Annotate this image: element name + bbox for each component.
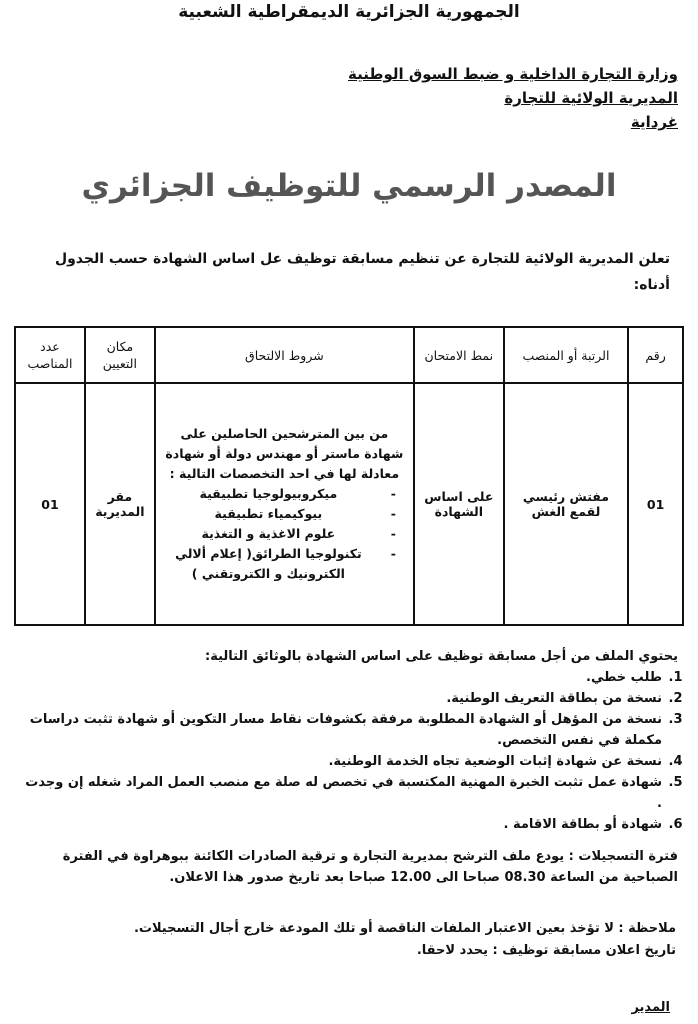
director-signature: المدير [631,1000,670,1015]
specialty-item: - تكنولوجيا الطرائق( إعلام ألالي الكترونيك و الكتروتقني ) [159,544,396,584]
wilaya-name: غرداية [630,113,678,131]
table-header-row [15,327,683,383]
header-conditions: شروط الالتحاق [155,327,414,383]
note-text: ملاحظة : لا تؤخذ بعين الاعتبار الملفات الناقصة أو تلك المودعة خارج أجال التسجيلات. [133,921,676,936]
cell-location: مقر المديرية [85,383,155,625]
document-item: 3. نسخة من المؤهل أو الشهادة المطلوبة مرفقة بكشوفات نقاط مسار التكوين أو شهادة تثبت دراسات مكملة في نفس التخصص. [18,709,664,751]
document-item: 1. طلب خطي. [18,667,664,688]
cell-count: 01 [15,383,85,625]
documents-intro: يحتوي الملف من أجل مسابقة توظيف على اساس الشهادة بالوثائق التالية: [205,649,678,664]
document-item: 5. شهادة عمل تثبت الخبرة المهنية المكتسبة في تخصص له صلة مع منصب العمل المراد شغله إن وجدت . [18,772,664,814]
header-location: مكان التعيين [85,327,155,383]
header-count: عدد المناصب [15,327,85,383]
documents-list [18,667,678,835]
document-item: 2. نسخة من بطاقة التعريف الوطنية. [18,688,664,709]
document-item: 4. نسخة عن شهادة إثبات الوضعية تجاه الخدمة الوطنية. [18,751,664,772]
header-num: رقم [628,327,683,383]
republic-title: الجمهورية الجزائرية الديمقراطية الشعبية [178,2,520,22]
ministry-block [348,62,678,134]
registration-period: فترة التسجيلات : يودع ملف الترشح بمديرية التجارة و ترقية الصادرات الكائنة ببوهراوة في الفترة الصباحية من الساعة 08.30 صباحا الى 12.00 صباحا بعد تاريخ صدور هذا الاعلان. [62,849,678,885]
header-exam: نمط الامتحان [414,327,504,383]
specialty-item: - بيوكيمياء تطبيقية [159,504,396,524]
cell-rank: مفتش رئيسي لقمع الغش [504,383,629,625]
cell-conditions [155,383,414,625]
directorate-name: المديرية الولائية للتجارة [504,89,678,107]
conditions-intro: من بين المترشحين الحاصلين على شهادة ماستر أو مهندس دولة أو شهادة معادلة لها في احد التخصصات التالية : [165,426,404,481]
ministry-name: وزارة التجارة الداخلية و ضبط السوق الوطنية [348,65,678,83]
header-rank: الرتبة أو المنصب [504,327,629,383]
document-item: 6. شهادة أو بطاقة الاقامة . [18,814,664,835]
specialty-item: - علوم الاغذية و التغذية [159,524,396,544]
notes-section [16,918,676,962]
cell-num: 01 [628,383,683,625]
exam-date-text: تاريخ اعلان مسابقة توظيف : يحدد لاحقا. [416,943,676,958]
jobs-table [14,326,684,626]
documents-section [18,646,678,835]
intro-paragraph: تعلن المديرية الولائية للتجارة عن تنظيم مسابقة توظيف عل اساس الشهادة حسب الجدول أدناه: [54,251,670,293]
table-row [15,383,683,625]
cell-exam: على اساس الشهادة [414,383,504,625]
specialties-list [159,484,410,584]
watermark-text: المصدر الرسمي للتوظيف الجزائري [81,168,617,204]
specialty-item: - ميكروبيولوجيا تطبيقية [159,484,396,504]
